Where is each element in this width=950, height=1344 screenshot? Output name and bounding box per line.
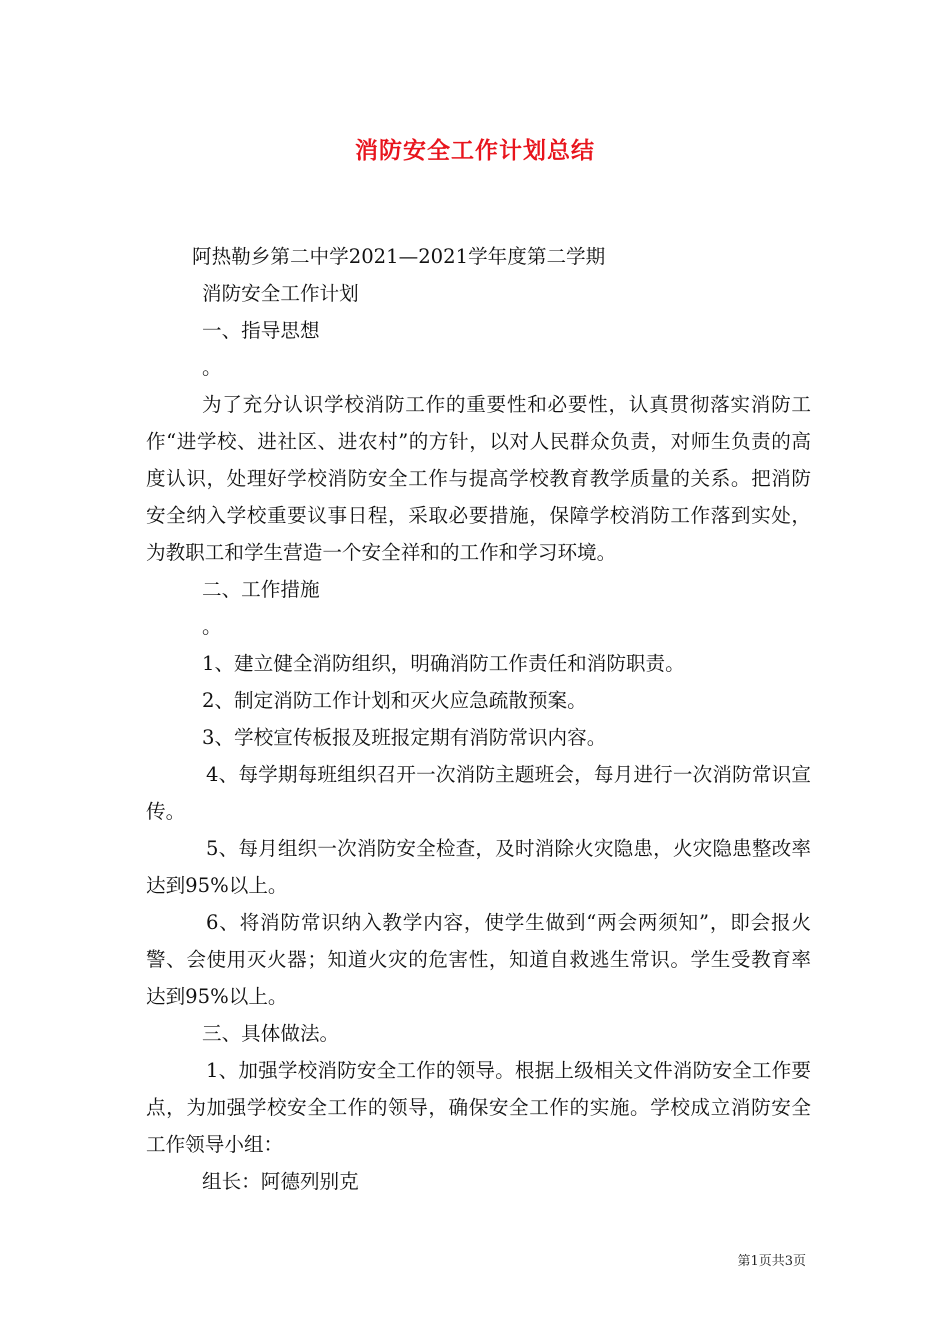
paragraph-period: 。 bbox=[202, 615, 222, 638]
paragraph-plan-subtitle: 消防安全工作计划 bbox=[202, 282, 359, 305]
page-number: 第1页共3页 bbox=[737, 1254, 806, 1269]
heading-guiding-ideology: 一、指导思想 bbox=[202, 319, 320, 342]
document-body bbox=[146, 238, 811, 1200]
list-item-measure-4: 4、每学期每班组织召开一次消防主题班会，每月进行一次消防常识宣传。 bbox=[146, 763, 811, 823]
paragraph-intro: 为了充分认识学校消防工作的重要性和必要性，认真贯彻落实消防工作“进学校、进社区、进农村”的方针，以对人民群众负责，对师生负责的高度认识，处理好学校消防安全工作与提高学校教育教学质量的关系。把消防安全纳入学校重要议事日程，采取必要措施，保障学校消防工作落到实处，为教职工和学生营造一个安全祥和的工作和学习环境。 bbox=[146, 393, 811, 564]
heading-specific-methods: 三、具体做法。 bbox=[202, 1022, 340, 1045]
list-item-measure-5: 5、每月组织一次消防安全检查，及时消除火灾隐患，火灾隐患整改率达到95%以上。 bbox=[146, 837, 811, 897]
list-item-method-1: 1、加强学校消防安全工作的领导。根据上级相关文件消防安全工作要点，为加强学校安全工作的领导，确保安全工作的实施。学校成立消防安全工作领导小组： bbox=[146, 1059, 811, 1156]
paragraph-period: 。 bbox=[202, 356, 222, 379]
list-item-measure-1: 1、建立健全消防组织，明确消防工作责任和消防职责。 bbox=[202, 652, 685, 675]
document-title: 消防安全工作计划总结 bbox=[355, 138, 595, 164]
list-item-measure-6: 6、将消防常识纳入教学内容，使学生做到“两会两须知”，即会报火警、会使用灭火器；知道火灾的危害性，知道自救逃生常识。学生受教育率达到95%以上。 bbox=[146, 911, 811, 1008]
heading-work-measures: 二、工作措施 bbox=[202, 578, 320, 601]
paragraph-team-leader: 组长：阿德列别克 bbox=[202, 1170, 359, 1193]
list-item-measure-2: 2、制定消防工作计划和灭火应急疏散预案。 bbox=[202, 689, 587, 712]
list-item-measure-3: 3、学校宣传板报及班报定期有消防常识内容。 bbox=[202, 726, 607, 749]
paragraph-school-term: 阿热勒乡第二中学2021—2021学年度第二学期 bbox=[192, 245, 606, 268]
